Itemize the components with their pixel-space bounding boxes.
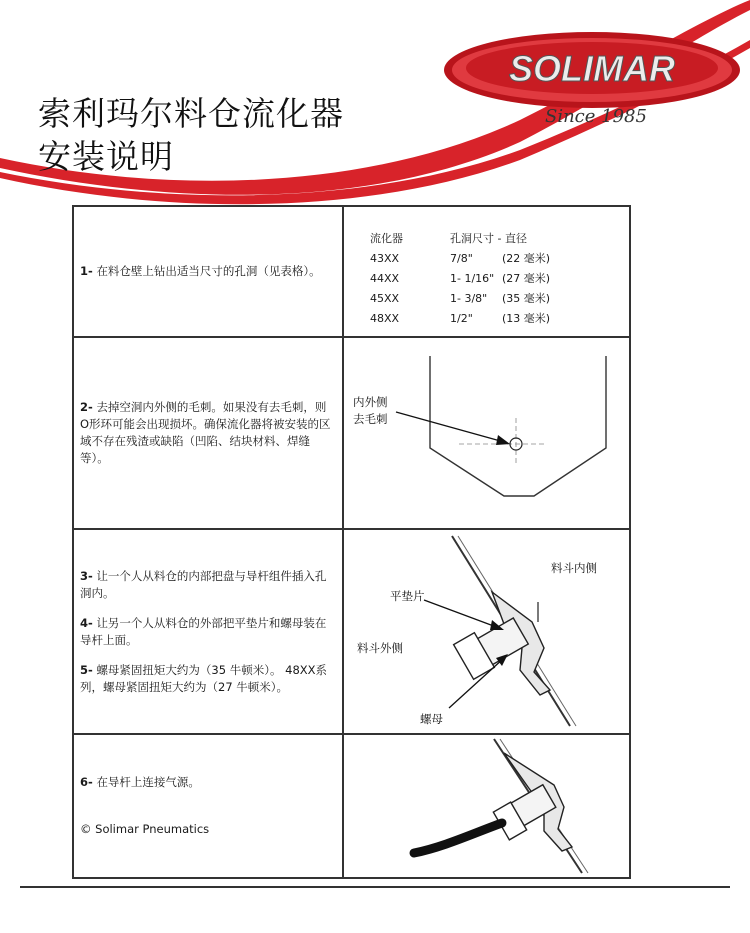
spec-model: 43XX bbox=[370, 252, 400, 265]
air-supply-diagram bbox=[344, 735, 629, 877]
logo-text: SOLIMAR bbox=[509, 48, 675, 89]
spec-inch: 1- 3/8" bbox=[450, 292, 488, 305]
step-2 bbox=[80, 399, 334, 467]
footer-rule bbox=[20, 886, 730, 888]
hole-size-table bbox=[370, 229, 572, 329]
step-3 bbox=[80, 568, 334, 602]
spec-row bbox=[370, 289, 572, 309]
step-number: 3- bbox=[80, 568, 93, 583]
spec-header-model: 流化器 bbox=[370, 232, 403, 245]
spec-model: 48XX bbox=[370, 312, 400, 325]
spec-mm: (13 毫米) bbox=[502, 312, 551, 325]
inside-label: 料斗内侧 bbox=[551, 561, 597, 575]
title-line-2: 安装说明 bbox=[38, 137, 174, 176]
spec-row bbox=[370, 249, 572, 269]
spec-mm: (22 毫米) bbox=[502, 252, 551, 265]
spec-inch: 1/2" bbox=[450, 312, 473, 325]
title-line-1: 索利玛尔料仓流化器 bbox=[38, 94, 344, 133]
hole-size-cell bbox=[343, 206, 630, 337]
step-6 bbox=[80, 774, 334, 791]
spec-model: 45XX bbox=[370, 292, 400, 305]
step-5 bbox=[80, 662, 334, 696]
step-text: 在料仓壁上钻出适当尺寸的孔洞（见表格）。 bbox=[96, 264, 321, 278]
outside-label: 料斗外侧 bbox=[357, 641, 403, 655]
instruction-table bbox=[72, 205, 631, 879]
spec-mm: (27 毫米) bbox=[502, 272, 551, 285]
install-figure-cell bbox=[343, 529, 630, 734]
step-4 bbox=[80, 615, 334, 649]
step-number: 4- bbox=[80, 615, 93, 630]
step-text: 在导杆上连接气源。 bbox=[96, 775, 200, 789]
spec-mm: (35 毫米) bbox=[502, 292, 551, 305]
deburr-label bbox=[353, 394, 388, 428]
copyright-notice: © Solimar Pneumatics bbox=[80, 822, 210, 836]
step-number: 5- bbox=[80, 662, 93, 677]
spec-row bbox=[370, 309, 572, 329]
deburr-label-line-1: 内外侧 bbox=[353, 395, 388, 409]
step-text: 让一个人从料仓的内部把盘与导杆组件插入孔洞内。 bbox=[80, 568, 327, 600]
hopper-hole-diagram bbox=[344, 338, 629, 528]
spec-header-row bbox=[370, 229, 572, 249]
table-row bbox=[73, 734, 630, 878]
deburr-label-line-2: 去毛刺 bbox=[353, 412, 388, 426]
washer-label: 平垫片 bbox=[390, 589, 425, 603]
step-cell-1 bbox=[73, 206, 343, 337]
step-cell-6 bbox=[73, 734, 343, 878]
step-text: 去掉空洞内外侧的毛刺。如果没有去毛刺，则O形环可能会出现损坏。确保流化器将被安装的区域不存在残渣或缺陷（凹陷、结块材料、焊缝等）。 bbox=[80, 400, 331, 465]
step-text: 让另一个人从料仓的外部把平垫片和螺母装在导杆上面。 bbox=[80, 615, 327, 647]
spec-header-size: 孔洞尺寸 - 直径 bbox=[450, 232, 527, 245]
spec-inch: 1- 1/16" bbox=[450, 272, 495, 285]
page-title bbox=[38, 92, 344, 178]
table-row bbox=[73, 337, 630, 529]
hopper-figure-cell bbox=[343, 337, 630, 529]
step-cell-2 bbox=[73, 337, 343, 529]
spec-inch: 7/8" bbox=[450, 252, 473, 265]
air-supply-figure-cell bbox=[343, 734, 630, 878]
step-1 bbox=[80, 263, 334, 280]
table-row bbox=[73, 206, 630, 337]
step-number: 1- bbox=[80, 264, 93, 278]
table-row bbox=[73, 529, 630, 734]
spec-row bbox=[370, 269, 572, 289]
nut-label: 螺母 bbox=[420, 712, 443, 726]
step-number: 6- bbox=[80, 775, 93, 789]
step-number: 2- bbox=[80, 400, 93, 414]
step-cell-3-5 bbox=[73, 529, 343, 734]
since-tagline: Since 1985 bbox=[545, 106, 647, 127]
spec-model: 44XX bbox=[370, 272, 400, 285]
step-text: 螺母紧固扭矩大约为（35 牛顿米）。 48XX系列，螺母紧固扭矩大约为（27 牛顿米）。 bbox=[80, 662, 328, 694]
